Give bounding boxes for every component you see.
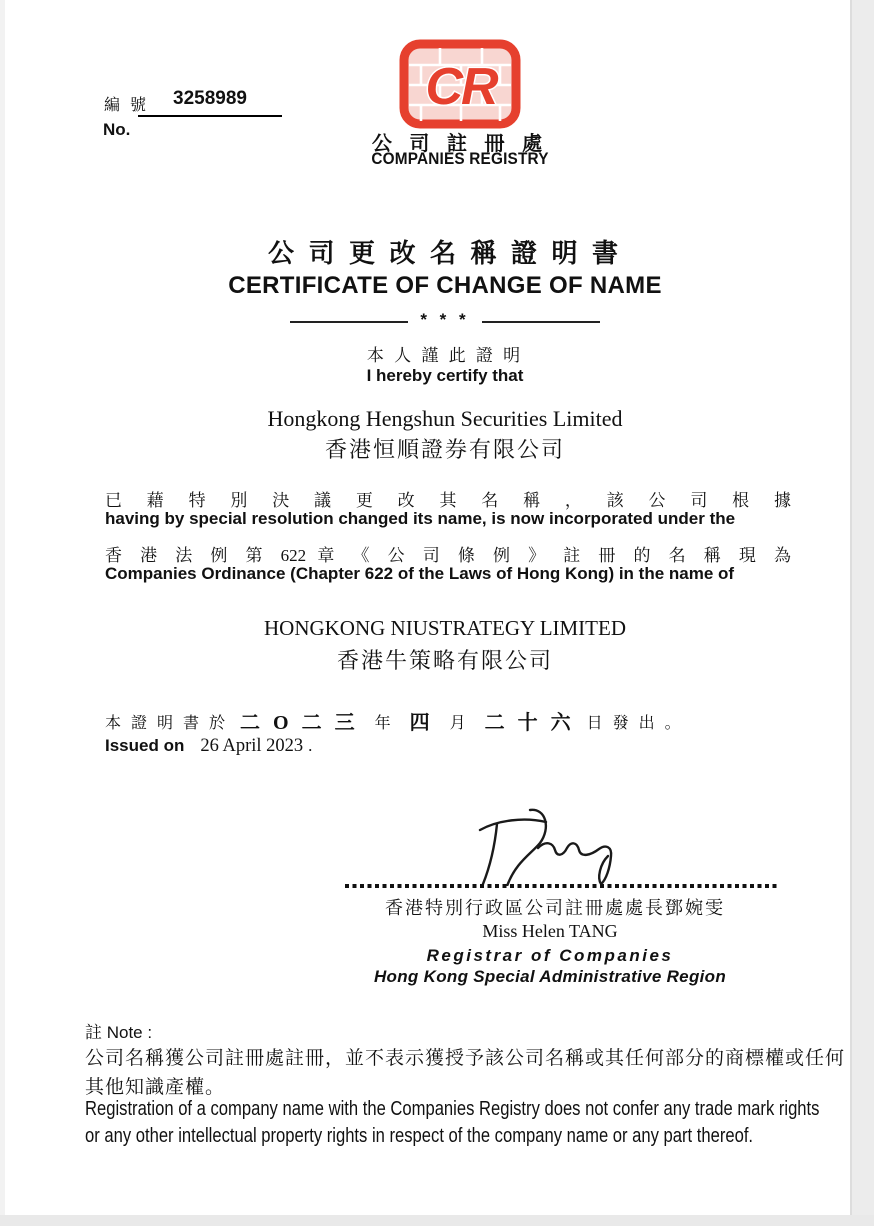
certificate-title-en: CERTIFICATE OF CHANGE OF NAME: [228, 272, 662, 299]
note-zh-line1: 公司名稱獲公司註冊處註冊，並不表示獲授予該公司名稱或其任何部分的商標權或任何: [85, 1048, 846, 1069]
issue-date-suffix-zh: 日 發 出 。: [586, 715, 684, 732]
divider-rule-left: [290, 321, 408, 323]
certify-statement-zh: 本 人 謹 此 證 明: [366, 346, 524, 365]
divider-stars: * * *: [420, 310, 470, 329]
issue-date-prefix-zh: 本 證 明 書 於: [105, 715, 229, 732]
issue-year-label-zh: 年: [374, 715, 394, 732]
title-divider: [0, 312, 874, 332]
logo-initials: CR: [425, 58, 497, 116]
companies-registry-logo-icon: [399, 39, 521, 129]
page-edge-bottom: [0, 1215, 874, 1226]
doc-number-label-en: No.: [103, 120, 131, 139]
doc-number-underline: [138, 115, 282, 117]
certify-statement-en: I hereby certify that: [366, 366, 524, 385]
registry-name-zh: 公 司 註 冊 處: [371, 133, 549, 155]
registrar-role-line2: Hong Kong Special Administrative Region: [373, 967, 727, 986]
issue-month-zh: 四: [409, 712, 434, 734]
body-paragraph1-en: having by special resolution changed its name, is now incorporated under the: [105, 509, 736, 528]
body-paragraph2-zh: 香 港 法 例 第 622 章 《 公 司 條 例 》 註 冊 的 名 稱 現 為: [105, 546, 791, 565]
registrar-title-zh: 香港特別行政區公司註冊處處長鄧婉雯: [385, 898, 725, 918]
issued-on-label: Issued on: [105, 736, 185, 755]
new-company-name-en: HONGKONG NIUSTRATEGY LIMITED: [263, 616, 626, 640]
page-edge-left: [0, 0, 5, 1226]
issue-month-label-zh: 月: [449, 715, 469, 732]
note-en-line2: or any other intellectual property rights in respect of the company name or any part thereof.: [85, 1125, 754, 1147]
issued-on-period: .: [308, 736, 313, 755]
registrar-role-line1: Registrar of Companies: [426, 946, 674, 965]
issue-date-zh: [105, 705, 684, 734]
issue-day-zh: 二 十 六: [484, 712, 575, 734]
doc-number-label-zh: 編 號: [104, 97, 150, 114]
former-company-name-zh: 香港恒順證券有限公司: [324, 437, 565, 462]
body-paragraph1-zh: 已 藉 特 別 決 議 更 改 其 名 稱 ， 該 公 司 根 據: [105, 491, 791, 510]
note-en-line1: Registration of a company name with the Companies Registry does not confer any trade mark rights: [85, 1098, 820, 1120]
divider-rule-right: [482, 321, 600, 323]
issued-on-date: 26 April 2023: [200, 736, 304, 756]
note-zh-line2: 其他知識產權。: [85, 1077, 226, 1098]
registrar-signature: [450, 796, 625, 886]
certificate-title-zh: 公 司 更 改 名 稱 證 明 書: [267, 239, 622, 268]
body-paragraph2-en: Companies Ordinance (Chapter 622 of the Laws of Hong Kong) in the name of: [105, 564, 735, 583]
registry-name-en: COMPANIES REGISTRY: [371, 150, 549, 168]
issue-date-en: [105, 736, 312, 757]
note-label: 註 Note :: [85, 1023, 153, 1042]
new-company-name-zh: 香港牛策略有限公司: [336, 648, 553, 673]
issue-year-zh: 二 O 二 三: [240, 712, 359, 734]
registrar-name: Miss Helen TANG: [482, 921, 618, 941]
former-company-name-en: Hongkong Hengshun Securities Limited: [267, 406, 623, 431]
doc-number-value: 3258989: [173, 88, 247, 109]
signature-dotted-line: [345, 884, 777, 888]
